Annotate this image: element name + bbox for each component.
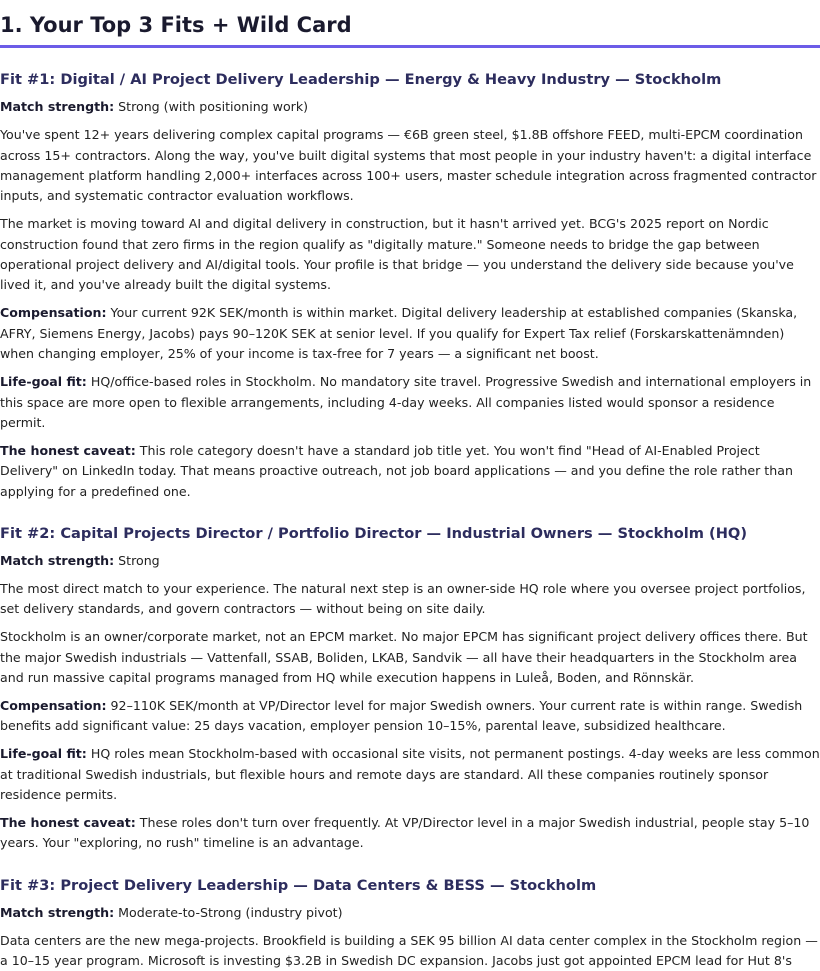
compensation-label: Compensation: — [0, 697, 107, 713]
match-strength-value: Strong (with positioning work) — [118, 99, 309, 115]
life-goal-fit — [0, 744, 820, 805]
match-strength-value: Moderate-to-Strong (industry pivot) — [118, 904, 343, 920]
match-strength-label: Match strength: — [0, 904, 115, 920]
paragraph: Data centers are the new mega-projects. Brookfield is building a SEK 95 billion AI data center complex in the Stockholm region — a 10–15 year program. Microsoft is investing $3.2B in Swedish DC expansion. Jacobs just got appointed EPCM lead for Hut 8's — [0, 932, 818, 969]
life-goal-text: HQ/office-based roles in Stockholm. No mandatory site travel. Progressive Swedish and international employers in this space are more open to flexible arrangements, including 4-day weeks. All companies listed would sponsor a residence permit. — [0, 374, 812, 430]
paragraph: The most direct match to your experience. The natural next step is an owner-side HQ role where you oversee project portfolios, set delivery standards, and govern contractors — without being on site daily. — [0, 580, 806, 617]
match-strength — [0, 903, 820, 923]
life-goal-label: Life-goal fit: — [0, 374, 87, 390]
fit-section-1 — [0, 71, 820, 502]
caveat-label: The honest caveat: — [0, 442, 136, 458]
paragraph: The market is moving toward AI and digital delivery in construction, but it hasn't arrived yet. BCG's 2025 report on Nordic construction found that zero firms in the region qualify as "digitally mature." Someone needs to bridge the gap between operational project delivery and AI/digital tools. Your profile is that bridge — you understand the delivery side because you've lived it, and you've already built the digital systems. — [0, 216, 794, 293]
caveat-label: The honest caveat: — [0, 814, 136, 830]
fit-section-2 — [0, 525, 820, 854]
fit-heading: Fit #2: Capital Projects Director / Portfolio Director — Industrial Owners — Stockholm (HQ) — [0, 525, 748, 543]
caveat-text: These roles don't turn over frequently. At VP/Director level in a major Swedish industrial, people stay 5–10 years. Your "exploring, no rush" timeline is an advantage. — [0, 814, 810, 851]
match-strength — [0, 551, 820, 571]
compensation-label: Compensation: — [0, 305, 107, 321]
compensation — [0, 696, 820, 737]
life-goal-text: HQ roles mean Stockholm-based with occasional site visits, not permanent postings. 4-day weeks are less common at traditional Swedish industrials, but flexible hours and remote days are standard. All these companies routinely sponsor residence permits. — [0, 746, 820, 803]
honest-caveat — [0, 441, 820, 502]
life-goal-fit — [0, 372, 820, 433]
honest-caveat — [0, 813, 820, 854]
paragraph: Stockholm is an owner/corporate market, not an EPCM market. No major EPCM has significant project delivery offices there. But the major Swedish industrials — Vattenfall, SSAB, Boliden, LKAB, Sandvik — all have their headquarters in the Stockholm area and run massive capital programs managed from HQ while execution happens in Luleå, Boden, and Rönnskär. — [0, 629, 808, 686]
match-strength — [0, 97, 820, 117]
match-strength-label: Match strength: — [0, 553, 115, 568]
fit-heading: Fit #3: Project Delivery Leadership — Data Centers & BESS — Stockholm — [0, 876, 597, 894]
compensation — [0, 303, 820, 364]
compensation-text: Your current 92K SEK/month is within market. Digital delivery leadership at established companies (Skanska, AFRY, Siemens Energy, Jacobs) pays 90–120K SEK at senior level. If you qualify for Expert Tax relief (Forskarskattenämnden) when changing employer, 25% of your income is tax-free for 7 years — a significant net boost. — [0, 305, 798, 362]
match-strength-label: Match strength: — [0, 99, 115, 115]
compensation-text: 92–110K SEK/month at VP/Director level for major Swedish owners. Your current rate is within range. Swedish benefits add significant value: 25 days vacation, employer pension 10–15%, parental leave, subsidized healthcare. — [0, 697, 803, 734]
match-strength-value: Strong — [118, 553, 160, 568]
life-goal-label: Life-goal fit: — [0, 746, 87, 762]
fit-section-3 — [0, 877, 820, 971]
paragraph: You've spent 12+ years delivering complex capital programs — €6B green steel, $1.8B offshore FEED, multi-EPCM coordination across 15+ contractors. Along the way, you've built digital systems that most people in your industry haven't: a digital interface management platform handling 2,000+ interfaces across 100+ users, master schedule integration across fragmented contractor inputs, and systematic contractor evaluation workflows. — [0, 127, 817, 204]
fit-heading: Fit #1: Digital / AI Project Delivery Leadership — Energy & Heavy Industry — Stockholm — [0, 71, 722, 89]
caveat-text: This role category doesn't have a standard job title yet. You won't find "Head of AI-Enabled Project Delivery" on LinkedIn today. That means proactive outreach, not job board applications — and you define the role rather than applying for a predefined one. — [0, 442, 793, 499]
page-title: 1. Your Top 3 Fits + Wild Card — [0, 0, 820, 48]
